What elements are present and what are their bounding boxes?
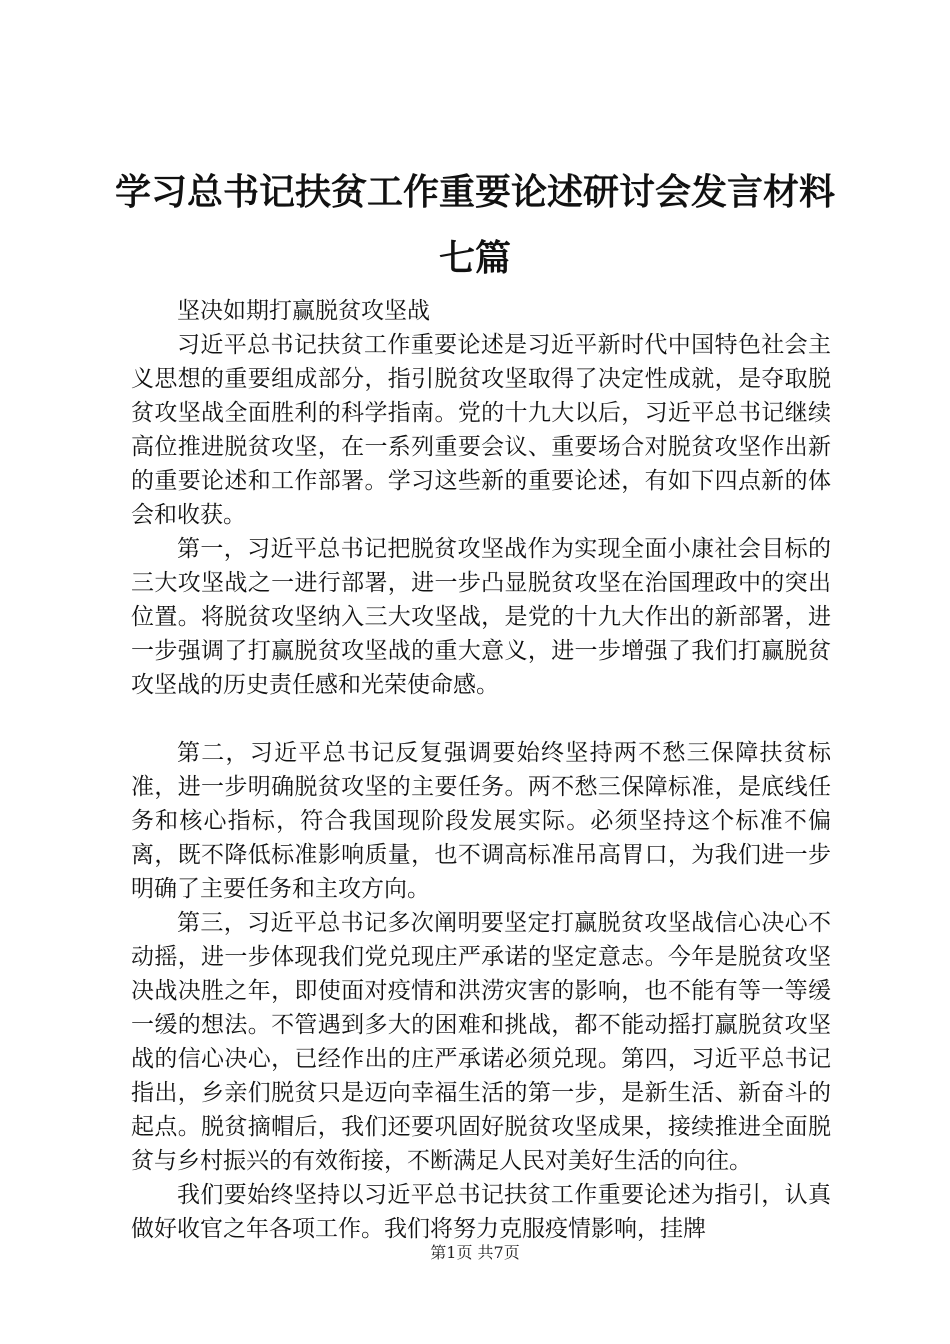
page-footer: 第1页 共7页 [430, 1243, 520, 1262]
paragraph-intro: 习近平总书记扶贫工作重要论述是习近平新时代中国特色社会主义思想的重要组成部分，指引脱贫攻坚取得了决定性成就，是夺取脱贫攻坚战全面胜利的科学指南。党的十九大以后，习近平总书记继续高位推进脱贫攻坚，在一系列重要会议、重要场合对脱贫攻坚作出新的重要论述和工作部署。学习这些新的重要论述，有如下四点新的体会和收获。 [131, 332, 831, 528]
document-body [131, 294, 831, 1246]
paragraph-second: 第二，习近平总书记反复强调要始终坚持两不愁三保障扶贫标准，进一步明确脱贫攻坚的主要任务。两不愁三保障标准，是底线任务和核心指标，符合我国现阶段发展实际。必须坚持这个标准不偏离，既不降低标准影响质量，也不调高标准吊高胃口，为我们进一步明确了主要任务和主攻方向。 [131, 740, 831, 902]
paragraph-closing: 我们要始终坚持以习近平总书记扶贫工作重要论述为指引，认真做好收官之年各项工作。我们将努力克服疫情影响，挂牌 [131, 1182, 831, 1242]
section-subtitle: 坚决如期打赢脱贫攻坚战 [177, 298, 430, 324]
paragraph-first: 第一，习近平总书记把脱贫攻坚战作为实现全面小康社会目标的三大攻坚战之一进行部署，进一步凸显脱贫攻坚在治国理政中的突出位置。将脱贫攻坚纳入三大攻坚战，是党的十九大作出的新部署，进一步强调了打赢脱贫攻坚战的重大意义，进一步增强了我们打赢脱贫攻坚战的历史责任感和光荣使命感。 [131, 536, 831, 698]
paragraph-spacer [131, 702, 831, 736]
document-title: 学习总书记扶贫工作重要论述研讨会发言材料七篇 [114, 172, 835, 279]
paragraph-third: 第三，习近平总书记多次阐明要坚定打赢脱贫攻坚战信心决心不动摇，进一步体现我们党兑现庄严承诺的坚定意志。今年是脱贫攻坚决战决胜之年，即使面对疫情和洪涝灾害的影响，也不能有等一等缓一缓的想法。不管遇到多大的困难和挑战，都不能动摇打赢脱贫攻坚战的信心决心，已经作出的庄严承诺必须兑现。第四，习近平总书记指出，乡亲们脱贫只是迈向幸福生活的第一步，是新生活、新奋斗的起点。脱贫摘帽后，我们还要巩固好脱贫攻坚成果，接续推进全面脱贫与乡村振兴的有效衔接，不断满足人民对美好生活的向往。 [131, 910, 831, 1174]
